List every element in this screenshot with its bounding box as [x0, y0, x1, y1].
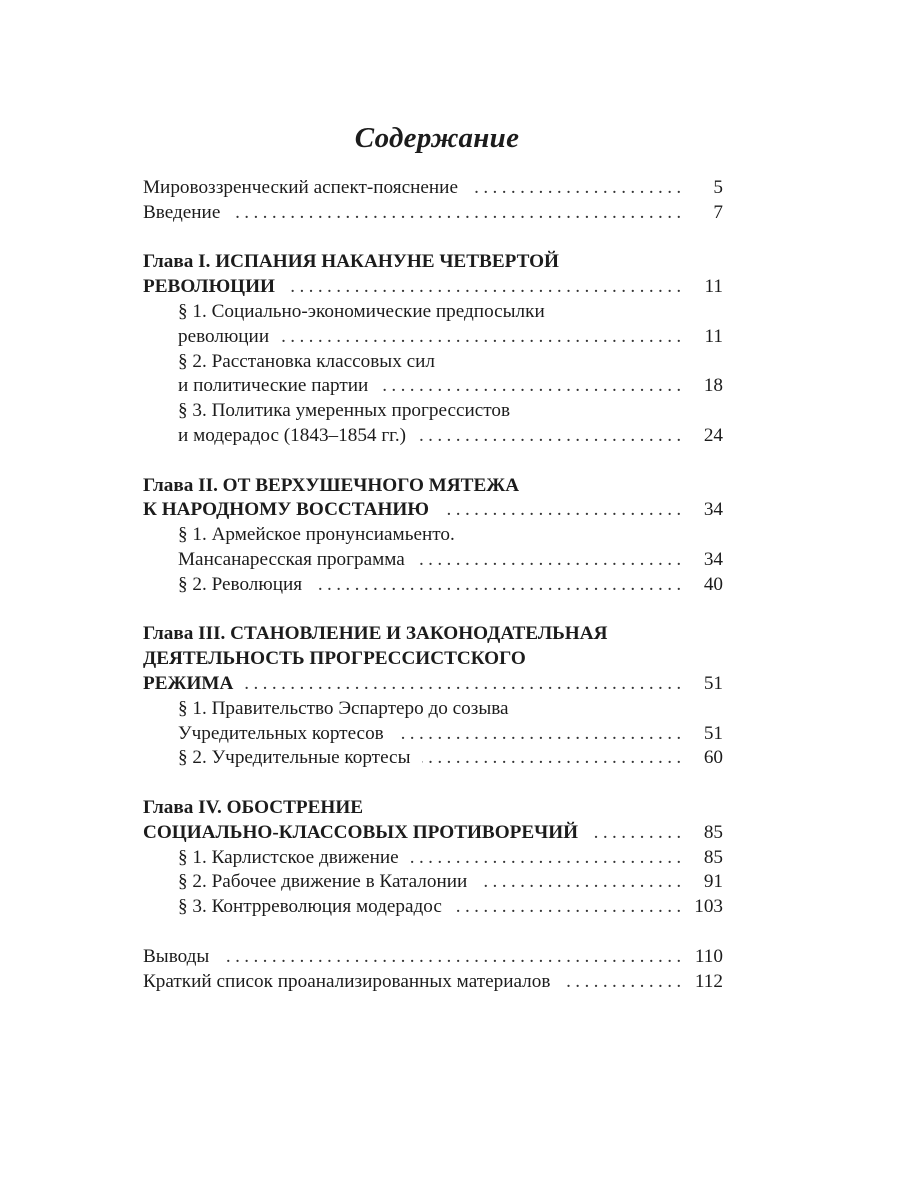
page-number: 11	[704, 276, 723, 298]
dot-leader	[441, 498, 681, 523]
dot-leader	[411, 846, 681, 871]
toc-entry-line[interactable]	[143, 945, 723, 970]
toc-section	[143, 945, 723, 995]
toc-subsection-line	[143, 300, 723, 325]
toc-chapter-line	[143, 474, 723, 499]
toc-entry-text: § 1. Социально-экономические предпосылки	[178, 300, 545, 322]
page-number: 60	[703, 747, 723, 769]
dot-leader	[380, 374, 681, 399]
toc-entry-line[interactable]	[143, 176, 723, 201]
page-number: 5	[713, 177, 723, 198]
toc-subsection-line	[143, 697, 723, 722]
toc-chapter-line	[143, 647, 723, 672]
toc-entry-text: Глава III. СТАНОВЛЕНИЕ И ЗАКОНОДАТЕЛЬНАЯ	[143, 623, 608, 645]
toc-subsection-line[interactable]	[143, 722, 723, 747]
toc-subsection-line	[143, 399, 723, 424]
toc-entry-text: Глава IV. ОБОСТРЕНИЕ	[143, 796, 364, 818]
page-number: 34	[703, 499, 723, 521]
dot-leader	[422, 746, 681, 771]
toc-entry-text: РЕВОЛЮЦИИ	[143, 276, 275, 298]
toc-chapter-line	[143, 796, 723, 821]
toc-entry-text: Глава I. ИСПАНИЯ НАКАНУНЕ ЧЕТВЕРТОЙ	[143, 251, 559, 273]
toc-entry-text: § 2. Революция	[178, 573, 303, 595]
toc-chapter-line	[143, 250, 723, 275]
toc-subsection-line[interactable]	[143, 895, 723, 920]
toc-entry-text: К НАРОДНОМУ ВОССТАНИЮ	[143, 499, 429, 521]
toc-subsection-line[interactable]	[143, 746, 723, 771]
toc-entry-text: § 1. Армейское пронунсиамьенто.	[178, 524, 455, 546]
toc-entry-text: и модерадос (1843–1854 гг.)	[178, 424, 407, 446]
dot-leader	[418, 424, 681, 449]
toc-entry-line[interactable]	[143, 970, 723, 995]
page-number: 24	[703, 424, 723, 446]
toc-entry-text: § 1. Карлистское движение	[178, 846, 399, 868]
page-number: 18	[703, 375, 723, 397]
toc-entry-text: ДЕЯТЕЛЬНОСТЬ ПРОГРЕССИСТСКОГО	[143, 648, 526, 670]
toc-entry-text: § 2. Рабочее движение в Каталонии	[178, 871, 468, 893]
page-title: Содержание	[354, 122, 520, 154]
dot-leader	[590, 821, 681, 846]
toc-entry-text: СОЦИАЛЬНО-КЛАССОВЫХ ПРОТИВОРЕЧИЙ	[143, 821, 579, 843]
toc-entry-text: § 3. Контрреволюция модерадос	[178, 896, 442, 918]
page-number: 103	[694, 896, 723, 918]
toc-entry-text: § 2. Учредительные кортесы	[178, 747, 411, 769]
toc-entry-text: § 3. Политика умеренных прогрессистов	[178, 400, 511, 422]
toc-chapter-line[interactable]	[143, 672, 723, 697]
dot-leader	[470, 176, 681, 201]
dot-leader	[417, 548, 681, 573]
page-number: 7	[713, 201, 723, 223]
toc-subsection-line[interactable]	[143, 870, 723, 895]
toc-chapter-line[interactable]	[143, 275, 723, 300]
toc-entry-text: Мировоззренческий аспект-пояснение	[143, 177, 458, 198]
toc-entry-text: Мансанаресская программа	[178, 548, 405, 570]
toc-subsection-line[interactable]	[143, 548, 723, 573]
page-number: 51	[703, 722, 723, 744]
dot-leader	[454, 895, 681, 920]
page-number: 91	[703, 871, 723, 893]
toc-section	[143, 622, 723, 771]
toc-section	[143, 796, 723, 920]
page-number: 11	[704, 325, 723, 347]
page-number: 40	[703, 573, 723, 595]
toc-entry-text: § 1. Правительство Эспартеро до созыва	[178, 697, 509, 719]
page-number: 85	[703, 821, 723, 843]
dot-leader	[287, 275, 681, 300]
toc-list	[143, 176, 723, 994]
toc-subsection-line	[143, 523, 723, 548]
dot-leader	[245, 672, 681, 697]
toc-section	[143, 250, 723, 448]
dot-leader	[479, 870, 681, 895]
toc-entry-text: Глава II. ОТ ВЕРХУШЕЧНОГО МЯТЕЖА	[143, 474, 520, 496]
toc-entry-line[interactable]	[143, 201, 723, 226]
toc-section	[143, 176, 723, 226]
toc-entry-text: РЕЖИМА	[143, 672, 234, 694]
toc-entry-text: Введение	[143, 201, 221, 223]
toc-entry-text: Учредительных кортесов	[178, 722, 384, 744]
page-number: 85	[703, 846, 723, 868]
toc-subsection-line[interactable]	[143, 374, 723, 399]
toc-entry-text: революции	[178, 325, 270, 347]
toc-subsection-line[interactable]	[143, 846, 723, 871]
toc-subsection-line[interactable]	[143, 573, 723, 598]
page-number: 112	[694, 970, 723, 992]
toc-entry-text: и политические партии	[178, 375, 369, 397]
dot-leader	[314, 573, 681, 598]
toc-chapter-line	[143, 622, 723, 647]
dot-leader	[396, 722, 681, 747]
toc-subsection-line[interactable]	[143, 424, 723, 449]
toc-subsection-line	[143, 350, 723, 375]
toc-entry-text: Выводы	[143, 945, 210, 967]
toc-entry-text: § 2. Расстановка классовых сил	[178, 350, 435, 372]
toc-entry-text: Краткий список проанализированных материалов	[143, 970, 551, 992]
page-number: 110	[694, 945, 723, 967]
dot-leader	[232, 201, 681, 226]
dot-leader	[281, 325, 681, 350]
toc-chapter-line[interactable]	[143, 821, 723, 846]
dot-leader	[562, 970, 681, 995]
toc-subsection-line[interactable]	[143, 325, 723, 350]
dot-leader	[221, 945, 681, 970]
page-number: 51	[703, 672, 723, 694]
toc-chapter-line[interactable]	[143, 498, 723, 523]
page-number: 34	[703, 548, 723, 570]
table-of-contents-page	[143, 118, 723, 994]
toc-section	[143, 474, 723, 598]
